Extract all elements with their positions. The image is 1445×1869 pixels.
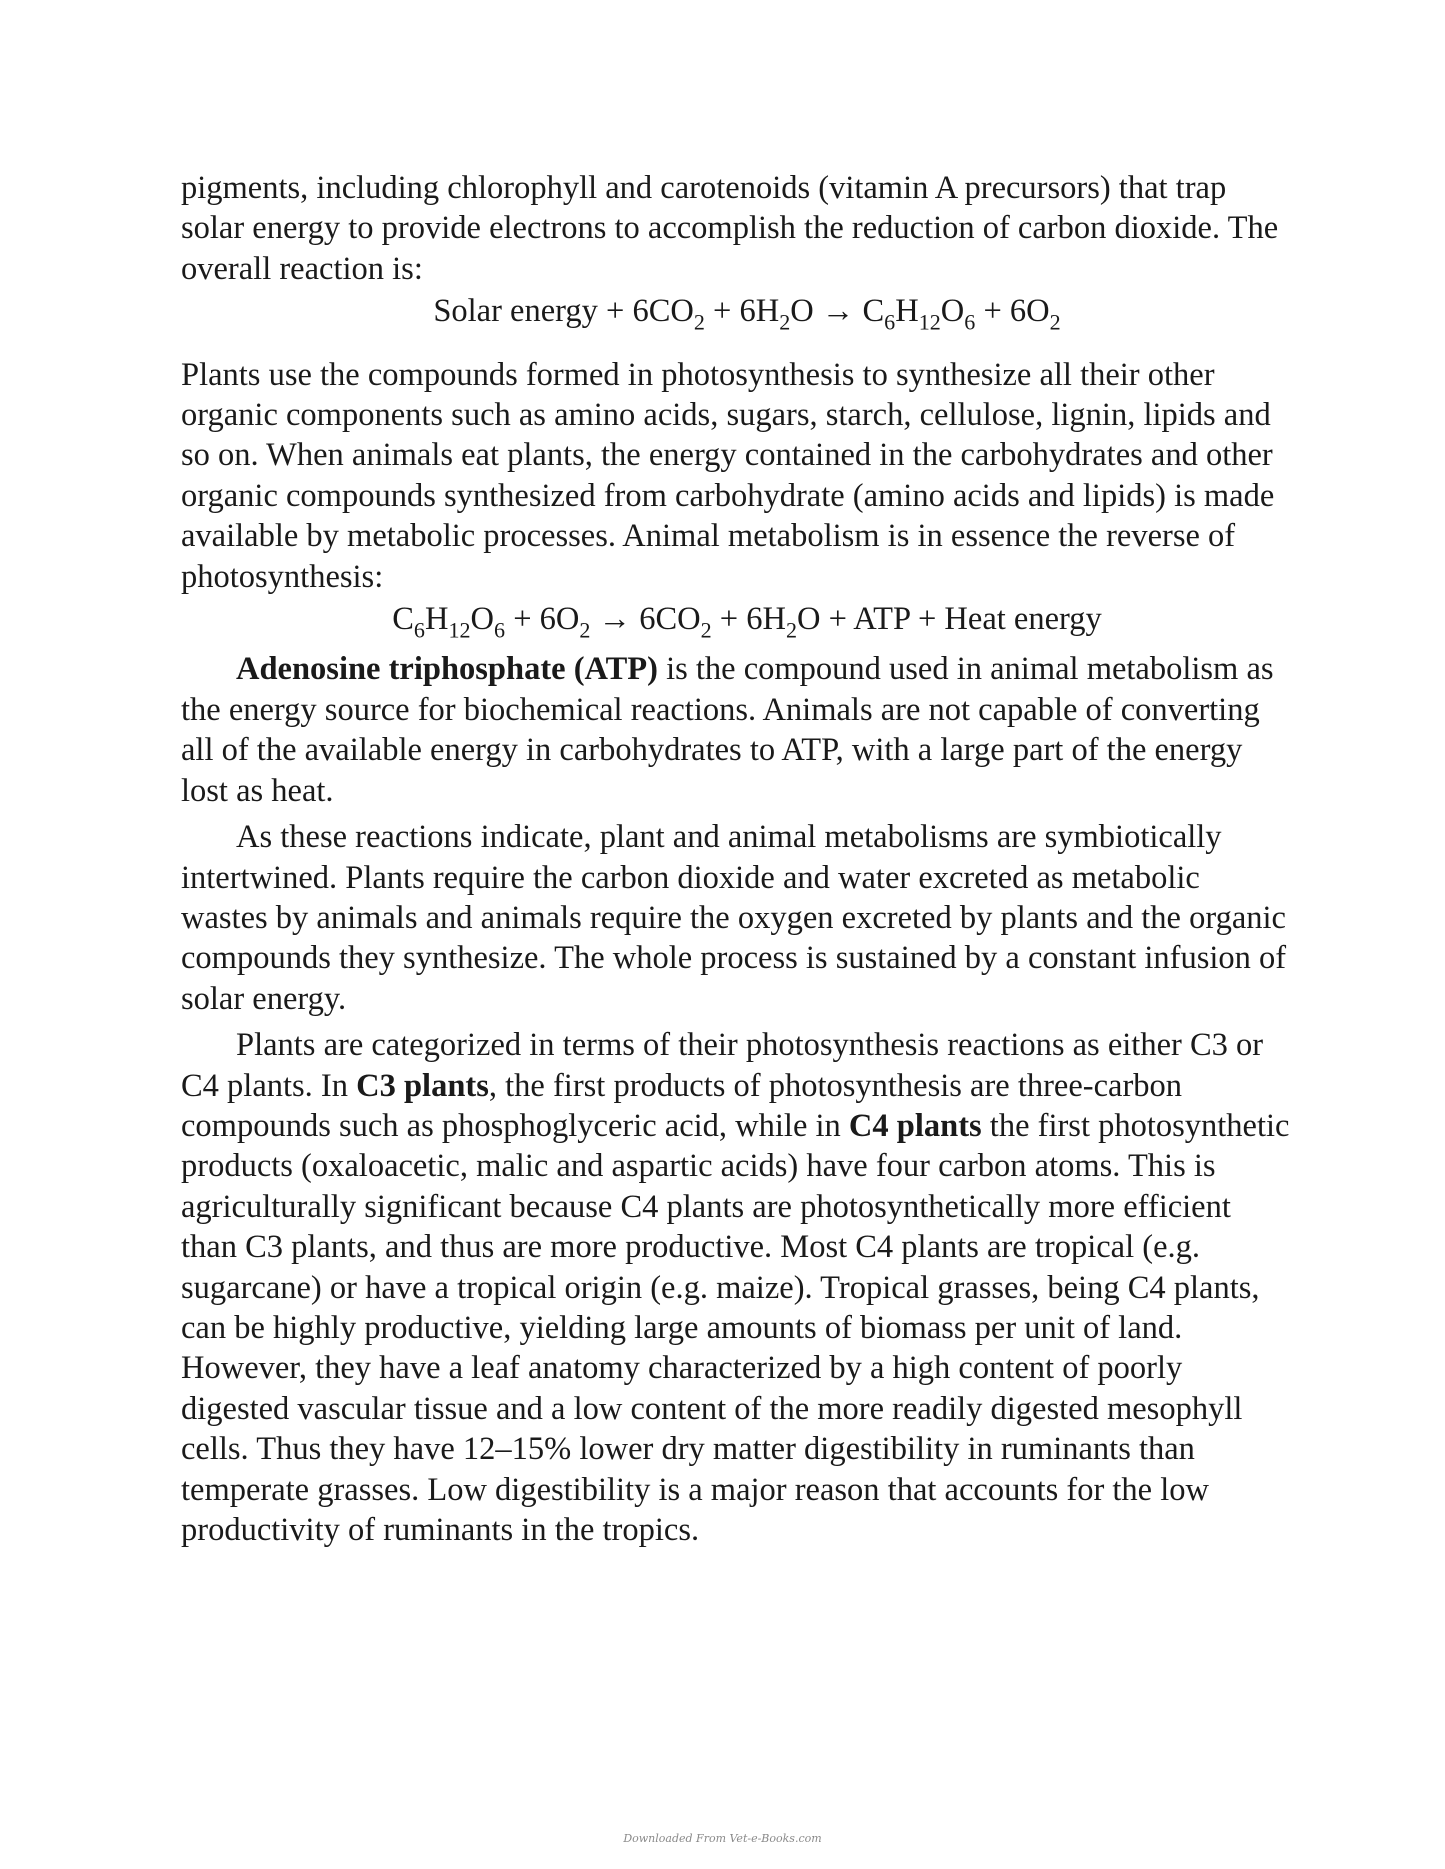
paragraph-c3-c4-plants: Plants are categorized in terms of their photosynthesis reactions as either C3 or C4 plants. In C3 plants, the first products of photosynthesis are three-carbon compounds such as phosphoglyceric acid, while in C4 plants the first photosynthetic products (oxaloacetic, malic and aspartic acids) have four carbon atoms. This is agriculturally significant because C4 plants are photosynthetically more efficient than C3 plants, and thus are more productive. Most C4 plants are tropical (e.g. sugarcane) or have a tropical origin (e.g. maize). Tropical grasses, being C4 plants, can be highly productive, yielding large amounts of biomass per unit of land. However, they have a leaf anatomy characterized by a high content of poorly digested vascular tissue and a low content of the more readily digested mesophyll cells. Thus they have 12–15% lower dry matter digestibility in ruminants than temperate grasses. Low digestibility is a major reason that accounts for the low productivity of ruminants in the tropics. xyxy=(181,1027,1290,1548)
paragraph-symbiosis: As these reactions indicate, plant and animal metabolisms are symbiotically intertwined. Plants require the carbon dioxide and water excreted as metabolic wastes by animals and animals require the oxygen excreted by plants and the organic compounds they synthesize. The whole process is sustained by a constant infusion of solar energy. xyxy=(181,819,1287,1017)
equation-metabolism: $C_6H_{12}O_6 + 6O_2 \to 6CO_2 + 6H_2O$ + ATP + Heat energy xyxy=(392,601,1102,643)
term-c4-plants: C4 plants xyxy=(848,1107,982,1144)
equation-photosynthesis: Solar energy + $6CO_2 + 6H_2O \to C_6H_{12}O_6 + 6O_2$ xyxy=(433,293,1061,335)
body-text xyxy=(181,168,1291,1550)
download-watermark: Downloaded From Vet-e-Books.com xyxy=(623,1832,822,1845)
paragraph-atp: Adenosine triphosphate (ATP) is the compound used in animal metabolism as the energy source for biochemical reactions. Animals are not capable of converting all of the available energy in carbohydrates to ATP, with a large part of the energy lost as heat. xyxy=(181,651,1274,809)
term-c3-plants: C3 plants xyxy=(356,1067,489,1104)
paragraph-plants-use-compounds: Plants use the compounds formed in photosynthesis to synthesize all their other organic components such as amino acids, sugars, starch, cellulose, lignin, lipids and so on. When animals eat plants, the energy contained in the carbohydrates and other organic compounds synthesized from carbohydrate (amino acids and lipids) is made available by metabolic processes. Animal metabolism is in essence the reverse of photosynthesis: xyxy=(181,356,1275,595)
paragraph-pigments: pigments, including chlorophyll and carotenoids (vitamin A precursors) that trap solar energy to provide electrons to accomplish the reduction of carbon dioxide. The overall reaction is: xyxy=(181,170,1279,287)
term-atp: Adenosine triphosphate (ATP) xyxy=(236,651,658,688)
